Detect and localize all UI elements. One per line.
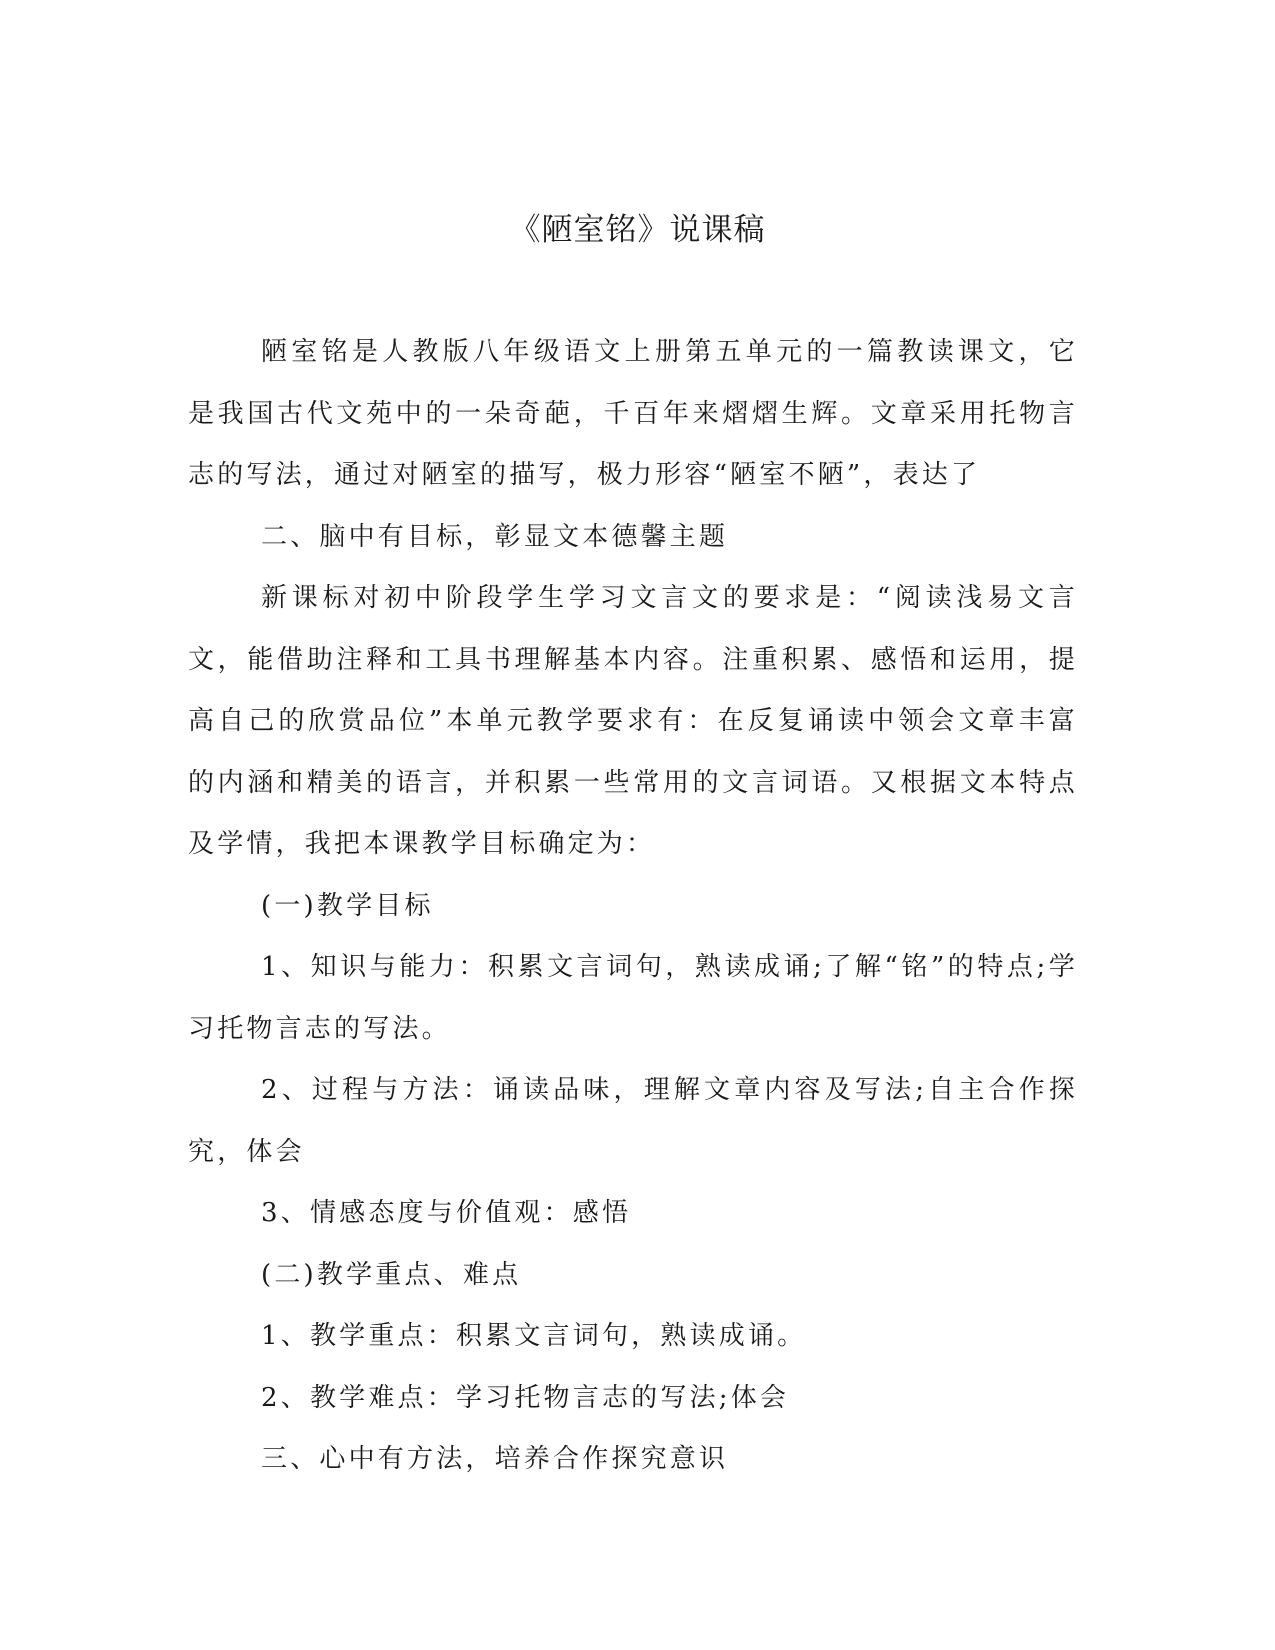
section-heading-3: 三、心中有方法，培养合作探究意识 — [261, 1444, 729, 1474]
goal-item-2: 2、过程与方法：诵读品味，理解文章内容及写法;自主合作探究，体会 — [188, 1075, 1078, 1167]
goal-item-1: 1、知识与能力：积累文言词句，熟读成诵;了解“铭”的特点;学习托物言志的写法。 — [188, 952, 1078, 1044]
subheading-teaching-goals: (一)教学目标 — [261, 890, 434, 921]
key-point-1: 1、教学重点：积累文言词句，熟读成诵。 — [261, 1321, 807, 1351]
key-point-2: 2、教学难点：学习托物言志的写法;体会 — [261, 1382, 790, 1413]
document-body — [188, 322, 1078, 1491]
section-heading-2: 二、脑中有目标，彰显文本德馨主题 — [261, 521, 729, 552]
document-title: 《陋室铭》说课稿 — [509, 212, 766, 248]
paragraph-curriculum: 新课标对初中阶段学生学习文言文的要求是：“阅读浅易文言文，能借助注释和工具书理解基本内容。注重积累、感悟和运用，提高自己的欣赏品位”本单元教学要求有：在反复诵读中领会文章丰富的内涵和精美的语言，并积累一些常用的文言词语。又根据文本特点及学情，我把本课教学目标确定为： — [188, 583, 1078, 859]
subheading-key-points: (二)教学重点、难点 — [261, 1259, 522, 1290]
paragraph-intro: 陋室铭是人教版八年级语文上册第五单元的一篇教读课文，它是我国古代文苑中的一朵奇葩，千百年来熠熠生辉。文章采用托物言志的写法，通过对陋室的描写，极力形容“陋室不陋”，表达了 — [188, 337, 1078, 490]
goal-item-3: 3、情感态度与价值观：感悟 — [261, 1198, 632, 1228]
